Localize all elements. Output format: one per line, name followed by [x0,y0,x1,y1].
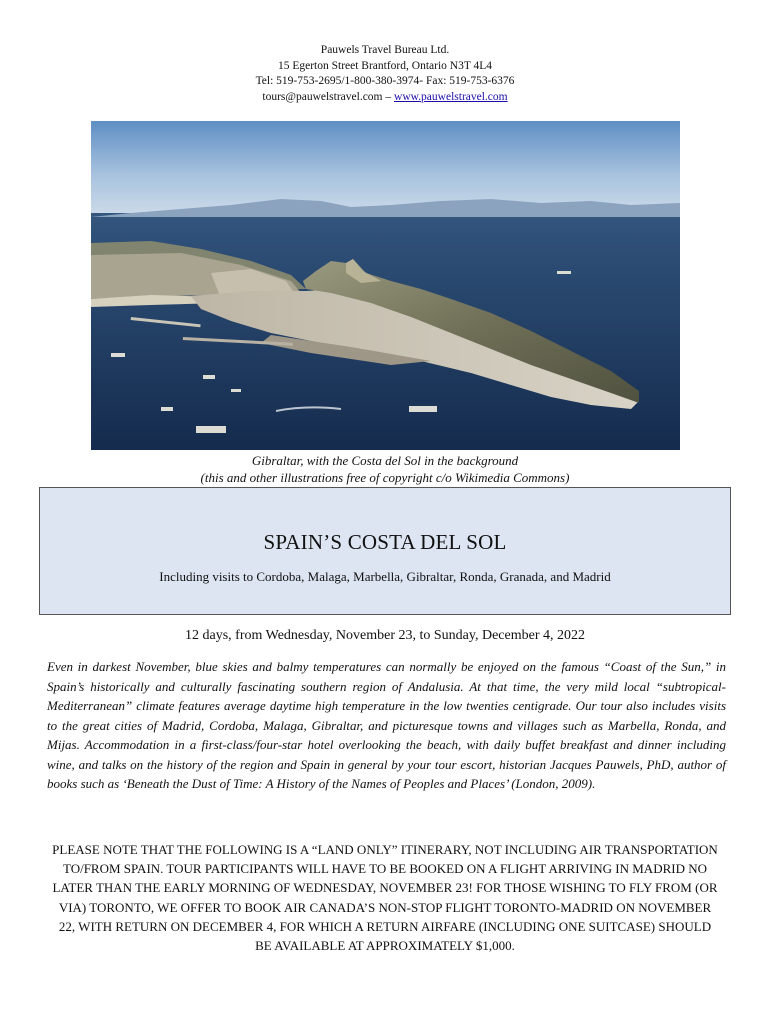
tour-title-box [39,487,731,615]
tour-subtitle: Including visits to Cordoba, Malaga, Marbella, Gibraltar, Ronda, Granada, and Madrid [159,569,611,584]
gibraltar-aerial-photo [91,121,680,450]
letterhead [0,43,770,105]
website-link[interactable]: www.pauwelstravel.com [394,90,508,103]
company-email: tours@pauwelstravel.com [262,90,383,103]
photo-caption [0,452,770,486]
land-only-notice: PLEASE NOTE THAT THE FOLLOWING IS A “LAND ONLY” ITINERARY, NOT INCLUDING AIR TRANSPORTATION TO/FROM SPAIN. TOUR PARTICIPANTS WILL HAVE TO BE BOOKED ON A FLIGHT ARRIVING IN MADRID NO LATER THAN THE EARLY MORNING OF WEDNESDAY, NOVEMBER 23! FOR THOSE WISHING TO FLY FROM (OR VIA) TORONTO, WE OFFER TO BOOK AIR CANADA’S NON-STOP FLIGHT TORONTO-MADRID ON NOVEMBER 22, WITH RETURN ON DECEMBER 4, FOR WHICH A RETURN AIRFARE (INCLUDING ONE SUITCASE) SHOULD BE AVAILABLE AT APPROXIMATELY $1,000. [52,842,718,954]
tour-title: SPAIN’S COSTA DEL SOL [263,530,507,554]
caption-line-2: (this and other illustrations free of copyright c/o Wikimedia Commons) [200,470,570,485]
company-name: Pauwels Travel Bureau Ltd. [320,44,450,56]
contact-separator: – [382,90,395,103]
intro-paragraph: Even in darkest November, blue skies and balmy temperatures can normally be enjoyed on the famous “Coast of the Sun,” in Spain’s historically and culturally fascinating southern region of Andalusia. At that time, the very mild local “subtropical-Mediterranean” climate features average daytime high temperature in the low twenties centigrade. Our tour also includes visits to the great cities of Madrid, Cordoba, Malaga, Gibraltar, and picturesque towns and villages such as Marbella, Ronda, and Mijas. Accommodation in a first-class/four-star hotel overlooking the beach, with daily buffet breakfast and dinner including wine, and talks on the history of the region and Spain in general by your tour escort, historian Jacques Pauwels, PhD, author of books such as ‘Beneath the Dust of Time: A History of the Names of Peoples and Places’ (London, 2009). [47,659,726,791]
company-phones: Tel: 519-753-2695/1-800-380-3974- Fax: 519-753-6376 [255,75,515,87]
caption-line-1: Gibraltar, with the Costa del Sol in the background [251,453,519,468]
company-address: 15 Egerton Street Brantford, Ontario N3T 4L4 [277,59,493,72]
tour-dates: 12 days, from Wednesday, November 23, to Sunday, December 4, 2022 [185,628,585,643]
contact-line [0,90,770,106]
